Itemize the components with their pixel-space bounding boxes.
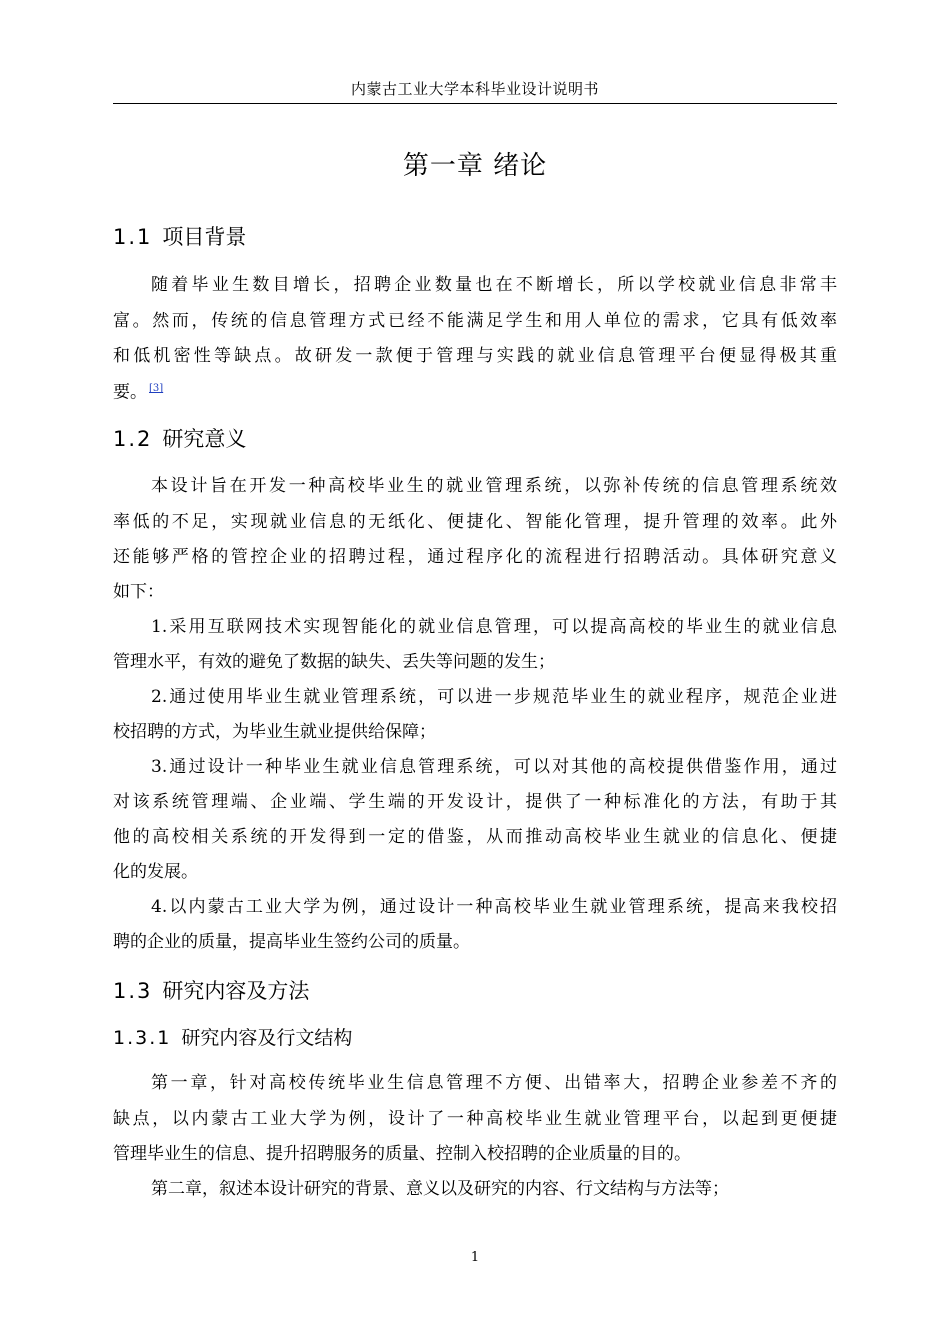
list-item-line: 对该系统管理端、企业端、学生端的开发设计，提供了一种标准化的方法，有助于其	[113, 792, 837, 812]
page-number: 1	[470, 1250, 480, 1265]
section-title: 项目背景	[162, 225, 247, 249]
paragraph-line: 还能够严格的管控企业的招聘过程，通过程序化的流程进行招聘活动。具体研究意义	[113, 547, 837, 567]
section-heading-1-1	[113, 222, 246, 252]
list-item-line: 1.采用互联网技术实现智能化的就业信息管理，可以提高高校的毕业生的就业信息	[151, 617, 837, 637]
list-item-line: 3.通过设计一种毕业生就业信息管理系统，可以对其他的高校提供借鉴作用，通过	[151, 757, 837, 777]
list-item-line: 2.通过使用毕业生就业管理系统，可以进一步规范毕业生的就业程序，规范企业进	[151, 687, 837, 707]
citation-link[interactable]: [3]	[149, 383, 164, 394]
paragraph-line: 率低的不足，实现就业信息的无纸化、便捷化、智能化管理，提升管理的效率。此外	[113, 512, 837, 532]
section-heading-1-2	[113, 424, 246, 454]
paragraph-line: 本设计旨在开发一种高校毕业生的就业管理系统，以弥补传统的信息管理系统效	[151, 476, 837, 496]
paragraph-line: 第一章，针对高校传统毕业生信息管理不方便、出错率大，招聘企业参差不齐的	[151, 1073, 837, 1093]
paragraph-line: 第二章，叙述本设计研究的背景、意义以及研究的内容、行文结构与方法等；	[151, 1179, 729, 1199]
section-number: 1.1	[113, 225, 153, 249]
paragraph-text: 要。	[113, 382, 147, 403]
chapter-title: 第一章 绪论	[402, 151, 548, 181]
header-rule	[113, 103, 837, 104]
list-item-line: 校招聘的方式，为毕业生就业提供给保障；	[113, 722, 436, 742]
list-item-line: 管理水平，有效的避免了数据的缺失、丢失等问题的发生；	[113, 652, 555, 672]
subsection-number: 1.3.1	[113, 1027, 172, 1049]
section-number: 1.2	[113, 427, 153, 451]
paragraph-line: 和低机密性等缺点。故研发一款便于管理与实践的就业信息管理平台便显得极其重	[113, 346, 837, 366]
section-title: 研究意义	[162, 427, 247, 451]
paragraph-line: 如下：	[113, 582, 164, 602]
subsection-heading-1-3-1	[113, 1024, 352, 1052]
list-item-line: 聘的企业的质量，提高毕业生签约公司的质量。	[113, 932, 470, 952]
subsection-title: 研究内容及行文结构	[181, 1027, 353, 1049]
paragraph-line: 富。然而，传统的信息管理方式已经不能满足学生和用人单位的需求，它具有低效率	[113, 311, 837, 331]
paragraph-line-with-citation	[113, 377, 837, 405]
section-number: 1.3	[113, 979, 153, 1003]
list-item-line: 他的高校相关系统的开发得到一定的借鉴，从而推动高校毕业生就业的信息化、便捷	[113, 827, 837, 847]
paragraph-line: 缺点，以内蒙古工业大学为例，设计了一种高校毕业生就业管理平台，以起到更便捷	[113, 1109, 837, 1129]
paragraph-line: 管理毕业生的信息、提升招聘服务的质量、控制入校招聘的企业质量的目的。	[113, 1144, 691, 1164]
section-heading-1-3	[113, 976, 309, 1006]
paragraph-line: 随着毕业生数目增长，招聘企业数量也在不断增长，所以学校就业信息非常丰	[151, 275, 837, 295]
list-item-line: 4.以内蒙古工业大学为例，通过设计一种高校毕业生就业管理系统，提高来我校招	[151, 897, 837, 917]
section-title: 研究内容及方法	[162, 979, 310, 1003]
running-header: 内蒙古工业大学本科毕业设计说明书	[350, 80, 599, 98]
list-item-line: 化的发展。	[113, 862, 198, 882]
